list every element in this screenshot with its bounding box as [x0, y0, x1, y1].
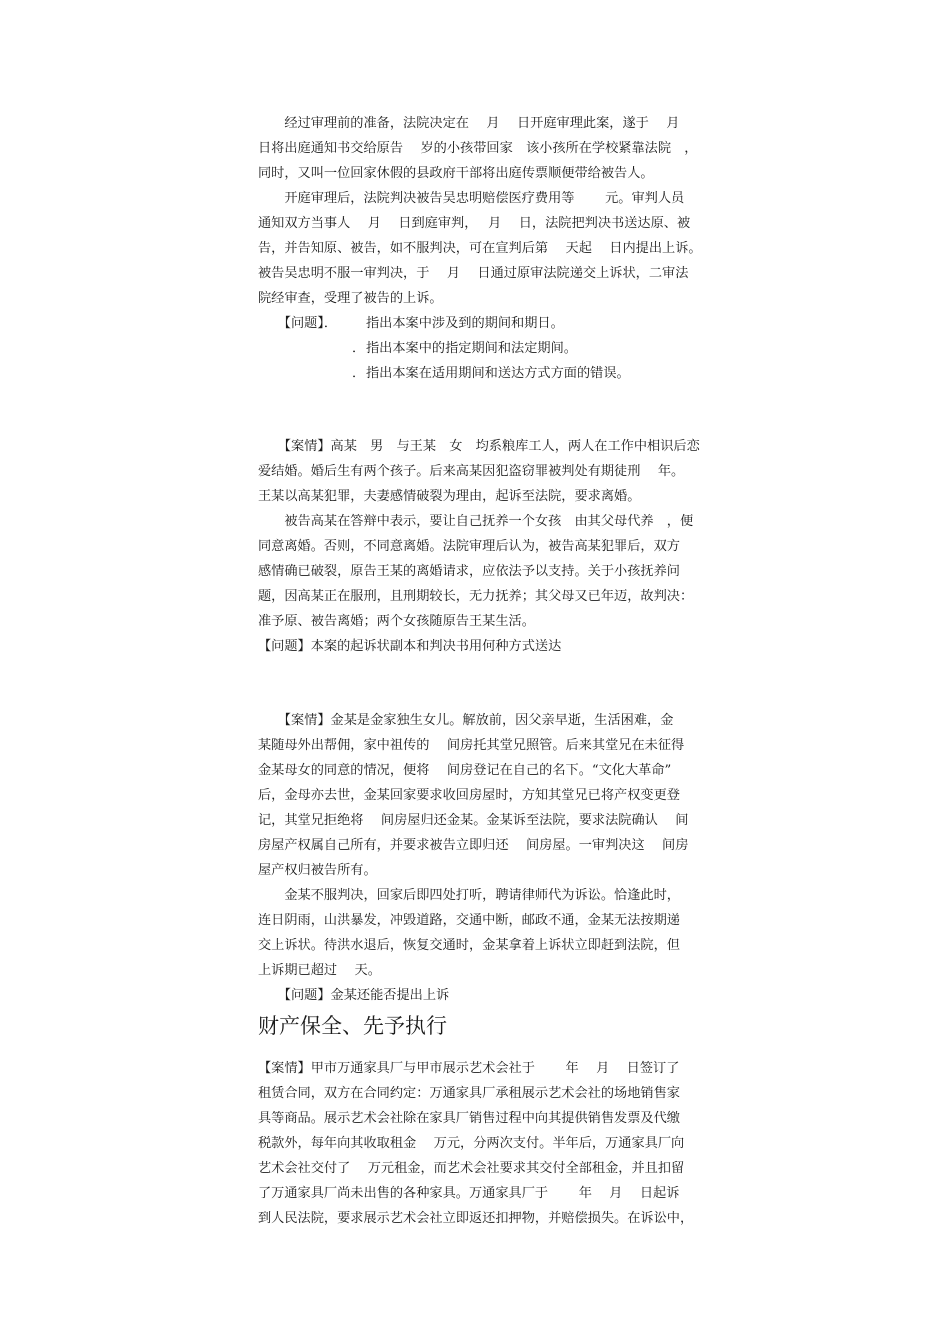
case1-paragraph2-line: 通知双方当事人 月 日到庭审判， 月 日，法院把判决书送达原、被	[258, 216, 691, 231]
question-bullet: ．	[352, 341, 366, 356]
case3-paragraph1-line: 房屋产权属自己所有，并要求被告立即归还 间房屋。一审判决这 间房	[258, 838, 689, 853]
case3-paragraph1-line: 记，其堂兄拒绝将 间房屋归还金某。金某诉至法院，要求法院确认 间	[258, 813, 689, 828]
case1-question-item: 指出本案在适用期间和送达方式方面的错误。	[366, 366, 630, 381]
case3-paragraph1-line: 【案情】金某是金家独生女儿。解放前，因父亲早逝，生活困难，金	[258, 713, 674, 728]
question-bullet: ．	[352, 366, 366, 381]
case1-paragraph2-line: 院经审查，受理了被告的上诉。	[258, 291, 443, 306]
case2-paragraph1-line: 【案情】高某 男 与王某 女 均系粮库工人，两人在工作中相识后恋	[258, 439, 700, 454]
case4-paragraph1-line: 【案情】甲市万通家具厂与甲市展示艺术会社于 年 月 日签订了	[258, 1061, 680, 1076]
case2-paragraph1-line: 王某以高某犯罪，夫妻感情破裂为理由，起诉至法院，要求离婚。	[258, 489, 641, 504]
case4-paragraph1-line: 税款外，每年向其收取租金 万元，分两次支付。半年后，万通家具厂向	[258, 1136, 685, 1151]
case1-paragraph2-line: 被告吴忠明不服一审判决，于 月 日通过原审法院递交上诉状，二审法	[258, 266, 689, 281]
case2-paragraph2-line: 同意离婚。否则，不同意离婚。法院审理后认为，被告高某犯罪后，双方	[258, 539, 680, 554]
case1-question-item: 指出本案中涉及到的期间和期日。	[366, 316, 564, 331]
case3-paragraph1-line: 某随母外出帮佣，家中祖传的 间房托其堂兄照管。后来其堂兄在未征得	[258, 738, 685, 753]
case4-paragraph1-line: 具等商品。展示艺术会社除在家具厂销售过程中向其提供销售发票及代缴	[258, 1111, 680, 1126]
case4-paragraph1-line: 租赁合同，双方在合同约定：万通家具厂承租展示艺术会社的场地销售家	[258, 1086, 680, 1101]
case4-paragraph1-line: 到人民法院，要求展示艺术会社立即返还扣押物，并赔偿损失。在诉讼中，	[258, 1211, 694, 1226]
case1-paragraph2-line: 告，并告知原、被告，如不服判决，可在宣判后第 天起 日内提出上诉。	[258, 241, 702, 256]
case4-paragraph1-line: 艺术会社交付了 万元租金，而艺术会社要求其交付全部租金，并且扣留	[258, 1161, 685, 1176]
case1-question-item: 指出本案中的指定期间和法定期间。	[366, 341, 577, 356]
case3-paragraph2-line: 上诉期已超过 天。	[258, 963, 381, 978]
case2-question: 【问题】本案的起诉状副本和判决书用何种方式送达	[258, 639, 562, 654]
case2-paragraph1-line: 爱结婚。婚后生有两个孩子。后来高某因犯盗窃罪被判处有期徒刑 年。	[258, 464, 685, 479]
case3-question: 【问题】金某还能否提出上诉	[258, 988, 450, 1003]
case1-questions-label: 【问题】．	[258, 316, 338, 331]
case2-paragraph2-line: 题，因高某正在服刑，且刑期较长，无力抚养；其父母又已年迈，故判决：	[258, 589, 694, 604]
case3-paragraph1-line: 后，金母亦去世，金某回家要求收回房屋时，方知其堂兄已将产权变更登	[258, 788, 680, 803]
case1-paragraph1-line: 经过审理前的准备，法院决定在 月 日开庭审理此案，遂于 月	[258, 116, 680, 131]
case1-paragraph1-line: 同时，又叫一位回家休假的县政府干部将出庭传票顺便带给被告人。	[258, 166, 654, 181]
section-heading: 财产保全、先予执行	[258, 1014, 447, 1038]
case3-paragraph2-line: 金某不服判决，回家后即四处打听，聘请律师代为诉讼。恰逢此时，	[258, 888, 680, 903]
case2-paragraph2-line: 感情确已破裂，原告王某的离婚请求，应依法予以支持。关于小孩抚养问	[258, 564, 680, 579]
case2-paragraph2-line: 准予原、被告离婚；两个女孩随原告王某生活。	[258, 614, 535, 629]
case2-paragraph2-line: 被告高某在答辩中表示，要让自己抚养一个女孩 由其父母代养 ，便	[258, 514, 694, 529]
case3-paragraph1-line: 金某母女的同意的情况，便将 间房登记在自己的名下。“文化大革命”	[258, 763, 672, 778]
case3-paragraph1-line: 屋产权归被告所有。	[258, 863, 377, 878]
case1-paragraph2-line: 开庭审理后，法院判决被告吴忠明赔偿医疗费用等 元。审判人员	[258, 191, 685, 206]
case1-paragraph1-line: 日将出庭通知书交给原告 岁的小孩带回家 该小孩所在学校紧靠法院 ，	[258, 141, 698, 156]
case3-paragraph2-line: 交上诉状。待洪水退后，恢复交通时，金某拿着上诉状立即赶到法院，但	[258, 938, 680, 953]
case3-paragraph2-line: 连日阴雨，山洪暴发，冲毁道路，交通中断，邮政不通，金某无法按期递	[258, 913, 680, 928]
case4-paragraph1-line: 了万通家具厂尚未出售的各种家具。万通家具厂于 年 月 日起诉	[258, 1186, 680, 1201]
